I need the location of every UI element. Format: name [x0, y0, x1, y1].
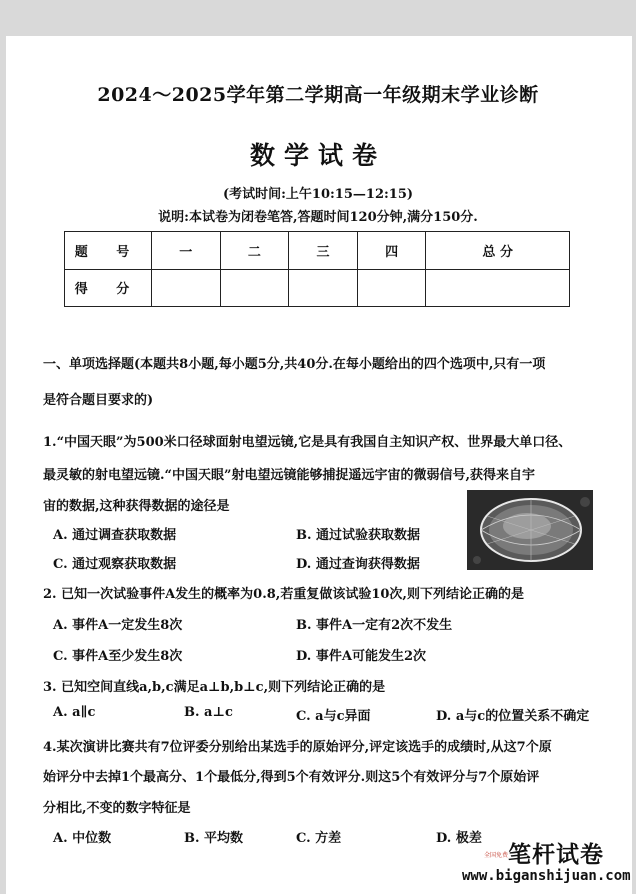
score-table-cell: 题 号	[65, 232, 152, 270]
option-a[interactable]: A. 事件A一定发生8次	[53, 618, 183, 633]
option-b[interactable]: B. 事件A一定有2次不发生	[296, 618, 453, 633]
exam-note: 说明:本试卷为闭卷笔答,答题时间120分钟,满分150分.	[158, 210, 478, 225]
score-table-cell: 二	[220, 232, 289, 270]
option-d[interactable]: D. 事件A可能发生2次	[296, 649, 426, 664]
option-d[interactable]: D. 通过查询获得数据	[296, 557, 420, 572]
score-table-cell: 一	[152, 232, 221, 270]
option-b[interactable]: B. a⊥c	[184, 705, 233, 720]
question-text: 3. 已知空间直线a,b,c满足a⊥b,b⊥c,则下列结论正确的是	[43, 680, 386, 695]
sub-title: 数学试卷	[249, 141, 386, 170]
question-text: 最灵敏的射电望远镜.“中国天眼”射电望远镜能够捕捉遥远宇宙的微弱信号,获得来自宇	[43, 468, 536, 483]
telescope-photo	[467, 490, 593, 570]
main-title: 2024～2025学年第二学期高一年级期末学业诊断	[97, 84, 539, 106]
exam-time: (考试时间:上午10:15—12:15)	[222, 187, 414, 202]
option-d[interactable]: D. a与c的位置关系不确定	[436, 709, 590, 724]
option-c[interactable]: C. 事件A至少发生8次	[53, 649, 183, 664]
question-text: 2. 已知一次试验事件A发生的概率为0.8,若重复做该试验10次,则下列结论正确的是	[43, 587, 524, 602]
section-heading: 一、单项选择题(本题共8小题,每小题5分,共40分.在每小题给出的四个选项中,只有一项	[43, 357, 546, 372]
question-text: 分相比,不变的数字特征是	[43, 801, 191, 816]
question-text: 宙的数据,这种获得数据的途径是	[43, 499, 230, 514]
score-table-cell: 得 分	[65, 269, 152, 307]
option-c[interactable]: C. a与c异面	[296, 709, 371, 724]
option-c[interactable]: C. 通过观察获取数据	[53, 557, 177, 572]
score-table	[64, 231, 570, 307]
score-input-cell[interactable]	[357, 269, 426, 307]
option-d[interactable]: D. 极差	[436, 831, 482, 846]
question-text: 始评分中去掉1个最高分、1个最低分,得到5个有效评分.则这5个有效评分与7个原始评	[43, 770, 540, 785]
score-table-cell: 总 分	[426, 232, 570, 270]
score-table-cell: 四	[357, 232, 426, 270]
question-text: 1.“中国天眼”为500米口径球面射电望远镜,它是具有我国自主知识产权、世界最大单口径、	[43, 435, 572, 450]
option-c[interactable]: C. 方差	[296, 831, 342, 846]
option-b[interactable]: B. 平均数	[184, 831, 244, 846]
watermark-small-text: 全国免费	[484, 852, 509, 859]
score-input-cell[interactable]	[220, 269, 289, 307]
score-table-cell: 三	[289, 232, 358, 270]
score-table-header-row	[65, 232, 570, 270]
option-a[interactable]: A. 中位数	[53, 831, 112, 846]
score-input-cell[interactable]	[289, 269, 358, 307]
watermark-site-link[interactable]: www.biganshijuan.com	[462, 868, 631, 884]
score-table-score-row	[65, 269, 570, 307]
telescope-image-icon	[467, 490, 593, 570]
option-a[interactable]: A. 通过调查获取数据	[53, 528, 177, 543]
section-heading: 是符合题目要求的)	[43, 393, 154, 408]
watermark-brand: 笔杆试卷	[508, 842, 604, 868]
question-text: 4.某次演讲比赛共有7位评委分别给出某选手的原始评分,评定该选手的成绩时,从这7个原	[43, 740, 552, 755]
option-a[interactable]: A. a∥c	[53, 705, 96, 720]
score-input-cell[interactable]	[152, 269, 221, 307]
score-input-cell[interactable]	[426, 269, 570, 307]
option-b[interactable]: B. 通过试验获取数据	[296, 528, 421, 543]
